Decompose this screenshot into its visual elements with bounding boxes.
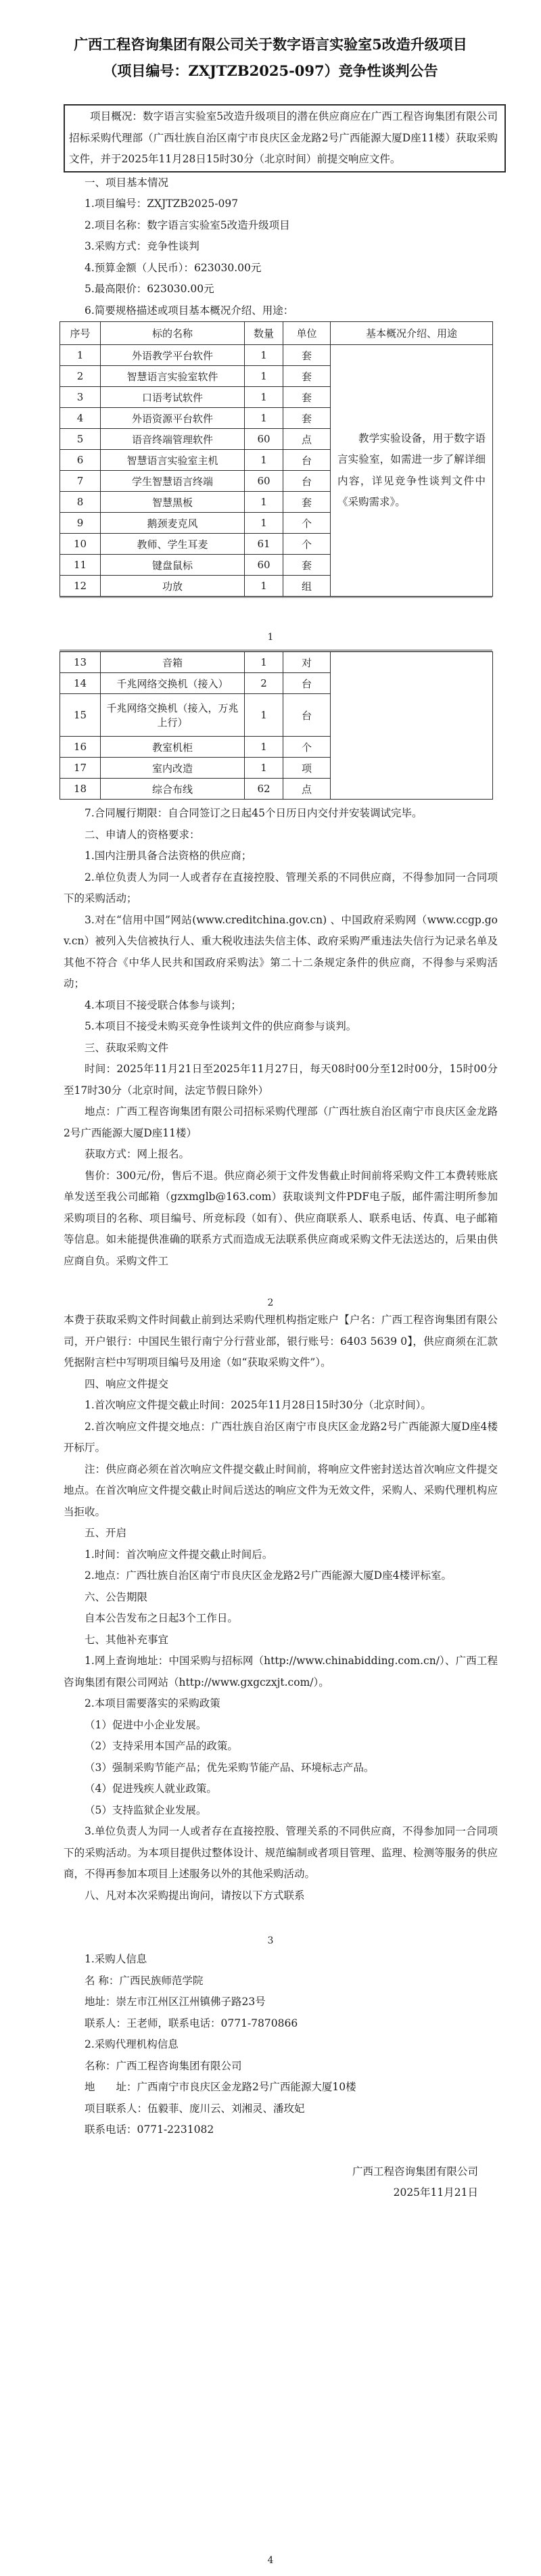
paragraph: 1.项目编号：ZXJTZB2025-097: [85, 198, 239, 210]
cell-qty: 2: [245, 673, 283, 694]
document-title-line2: （项目编号：ZXJTZB2025-097）竞争性谈判公告: [103, 62, 438, 79]
section-heading: 二、申请人的资格要求：: [85, 828, 200, 841]
cell-no: 10: [60, 534, 101, 555]
paragraph-continued: 本费于获取采购文件时间截止前到达采购代理机构指定账户【户名：广西工程咨询集团有限公司，开户银行：中国民生银行南宁分行营业部，银行账号：6403 5639 0】，供应商须在汇款凭据附言栏中写明项目编号及用途（如“获取采购文件”）。: [64, 1314, 498, 1368]
page-number: 2: [267, 1297, 274, 1308]
section-heading: 七、其他补充事宜: [85, 1633, 169, 1646]
cell-no: 18: [60, 779, 101, 800]
project-overview-box: [64, 104, 506, 172]
cell-qty: 62: [245, 779, 283, 800]
cell-unit: 个: [283, 737, 331, 758]
table-row: [60, 652, 493, 673]
paragraph: 联系电话：0771-2231082: [85, 2123, 214, 2136]
cell-qty: 1: [245, 694, 283, 737]
cell-name: 学生智慧语言终端: [101, 471, 245, 492]
table-header-no: 序号: [60, 322, 101, 345]
paragraph: （2）支持采用本国产品的政策。: [85, 1740, 238, 1752]
cell-no: 7: [60, 471, 101, 492]
paragraph: 名称：广西工程咨询集团有限公司: [85, 2059, 242, 2072]
cell-no: 1: [60, 345, 101, 366]
cell-no: 8: [60, 492, 101, 513]
announcement-document: [0, 31, 541, 2576]
cell-no: 17: [60, 758, 101, 779]
cell-no: 11: [60, 555, 101, 576]
table-header-name: 标的名称: [101, 322, 245, 345]
paragraph: 时间：2025年11月21日至2025年11月27日，每天08时00分至12时00分，15时00分至17时30分（北京时间，法定节假日除外）: [64, 1063, 498, 1097]
cell-no: 4: [60, 408, 101, 429]
paragraph: 5.最高限价：623030.00元: [85, 283, 214, 295]
table-header-qty: 数量: [245, 322, 283, 345]
page-number: 4: [267, 2554, 274, 2566]
cell-no: 16: [60, 737, 101, 758]
paragraph: 2.首次响应文件提交地点：广西壮族自治区南宁市良庆区金龙路2号广西能源大厦D座4楼开标厅。: [64, 1420, 498, 1454]
signature-block: [0, 2161, 478, 2204]
paragraph: 售价：300元/份，售后不退。供应商必须于文件发售截止时间前将采购文件工本费转账底单发送至我公司邮箱（gzxmglb@163.com）获取谈判文件PDF电子版，邮件需注明所参加采购项目的名称、项目编号、所竞标段（如有）、供应商联系人、联系电话、传真、电子邮箱等信息。如未能提供准确的联系方式而造成无法联系供应商或采购文件无法送达的，后果由供应商自负。采购文件工: [64, 1169, 498, 1267]
cell-name: 千兆网络交换机（接入，万兆上行）: [101, 694, 245, 737]
paragraph: （4）促进残疾人就业政策。: [85, 1782, 217, 1795]
cell-unit: 套: [283, 366, 331, 387]
paragraph: 1.网上查询地址：中国采购与招标网（http://www.chinabidding.com.cn/）、广西工程咨询集团有限公司网站（http://www.gxgczxjt.com/）。: [64, 1655, 498, 1688]
cell-no: 2: [60, 366, 101, 387]
cell-no: 13: [60, 652, 101, 673]
document-title: [32, 31, 509, 84]
cell-name: 外语教学平台软件: [101, 345, 245, 366]
cell-name: 综合布线: [101, 779, 245, 800]
cell-qty: 1: [245, 652, 283, 673]
paragraph: 4.预算金额（人民币）：623030.00元: [85, 261, 262, 274]
project-overview-text: 项目概况：数字语言实验室5改造升级项目的潜在供应商应在广西工程咨询集团有限公司招标采购代理部（广西壮族自治区南宁市良庆区金龙路2号广西能源大厦D座11楼）获取采购文件，并于2025年11月28日15时30分（北京时间）前提交响应文件。: [69, 110, 498, 165]
table-header-note: 基本概况介绍、用途: [331, 322, 493, 345]
cell-qty: 60: [245, 555, 283, 576]
cell-unit: 台: [283, 694, 331, 737]
cell-qty: 1: [245, 450, 283, 471]
signature-company: 广西工程咨询集团有限公司: [352, 2165, 478, 2178]
section-heading: 五、开启: [85, 1527, 127, 1539]
paragraph: 获取方式：网上报名。: [85, 1148, 190, 1160]
cell-name: 音箱: [101, 652, 245, 673]
cell-name: 语音终端管理软件: [101, 429, 245, 450]
paragraph: 地址：崇左市江州区江州镇佛子路23号: [85, 1996, 266, 2008]
paragraph: 5.本项目不接受未购买竞争性谈判文件的供应商参与谈判。: [85, 1020, 357, 1032]
cell-qty: 1: [245, 366, 283, 387]
cell-no: 3: [60, 387, 101, 408]
cell-unit: 台: [283, 471, 331, 492]
cell-qty: 1: [245, 408, 283, 429]
cell-qty: 1: [245, 387, 283, 408]
paragraph: 2.单位负责人为同一人或者存在直接控股、管理关系的不同供应商，不得参加同一合同项下的采购活动；: [64, 871, 498, 904]
paragraph: 名 称：广西民族师范学院: [85, 1974, 204, 1987]
table-header-unit: 单位: [283, 322, 331, 345]
cell-qty: 1: [245, 737, 283, 758]
paragraph: 2.地点：广西壮族自治区南宁市良庆区金龙路2号广西能源大厦D座4楼评标室。: [85, 1569, 452, 1582]
paragraph: 2.本项目需要落实的采购政策: [85, 1697, 220, 1709]
section-heading: 八、凡对本次采购提出询问，请按以下方式联系: [85, 1889, 305, 1902]
cell-name: 教室机柜: [101, 737, 245, 758]
paragraph: 1.首次响应文件提交截止时间：2025年11月28日15时30分（北京时间）。: [85, 1399, 431, 1411]
cell-unit: 点: [283, 779, 331, 800]
cell-unit: 台: [283, 673, 331, 694]
paragraph: 自本公告发布之日起3个工作日。: [85, 1612, 238, 1624]
table-header-row: [60, 322, 493, 345]
paragraph: 3.采购方式：竞争性谈判: [85, 240, 199, 252]
cell-unit: 套: [283, 492, 331, 513]
cell-no: 5: [60, 429, 101, 450]
cell-name: 室内改造: [101, 758, 245, 779]
cell-qty: 1: [245, 345, 283, 366]
cell-qty: 1: [245, 758, 283, 779]
cell-unit: 组: [283, 576, 331, 597]
table-row: [60, 345, 493, 366]
cell-unit: 个: [283, 534, 331, 555]
paragraph: （1）促进中小企业发展。: [85, 1718, 207, 1731]
document-title-line1: 广西工程咨询集团有限公司关于数字语言实验室5改造升级项目: [74, 36, 467, 53]
paragraph: 3.对在“信用中国”网站(www.creditchina.gov.cn) 、中国政府采购网（www.ccgp.gov.cn）被列入失信被执行人、重大税收违法失信主体、政府采购严重违法失信行为记录名单及其他不符合《中华人民共和国政府采购法》第二十二条规定条件的供应商，不得参与采购活动；: [64, 913, 498, 990]
cell-qty: 60: [245, 429, 283, 450]
paragraph: 7.合同履行期限：自合同签订之日起45个日历日内交付并安装调试完毕。: [85, 807, 423, 819]
cell-name: 键盘鼠标: [101, 555, 245, 576]
cell-name: 教师、学生耳麦: [101, 534, 245, 555]
page-number: 1: [267, 632, 274, 643]
cell-unit: 台: [283, 450, 331, 471]
cell-no: 15: [60, 694, 101, 737]
table-note-empty: [331, 652, 493, 800]
cell-qty: 1: [245, 492, 283, 513]
signature-date: 2025年11月21日: [393, 2186, 478, 2199]
cell-unit: 项: [283, 758, 331, 779]
items-table-part1: [60, 321, 492, 598]
cell-no: 9: [60, 513, 101, 534]
cell-unit: 套: [283, 387, 331, 408]
cell-unit: 对: [283, 652, 331, 673]
cell-qty: 1: [245, 576, 283, 597]
section-heading: 六、公告期限: [85, 1590, 148, 1603]
cell-qty: 61: [245, 534, 283, 555]
table-note: 教学实验设备，用于数字语言实验室，如需进一步了解详细内容，详见竞争性谈判文件中《采购需求》。: [331, 345, 493, 597]
paragraph: （3）强制采购节能产品；优先采购节能产品、环境标志产品。: [85, 1761, 375, 1774]
cell-unit: 个: [283, 513, 331, 534]
cell-unit: 套: [283, 345, 331, 366]
cell-name: 智慧黑板: [101, 492, 245, 513]
paragraph: 1.国内注册具备合法资格的供应商；: [85, 850, 252, 862]
section-heading: 三、获取采购文件: [85, 1041, 169, 1054]
cell-unit: 套: [283, 555, 331, 576]
cell-unit: 套: [283, 408, 331, 429]
cell-no: 14: [60, 673, 101, 694]
items-table-part2: [60, 649, 492, 800]
cell-qty: 60: [245, 471, 283, 492]
paragraph: （5）支持监狱企业发展。: [85, 1803, 207, 1816]
paragraph: 1.采购人信息: [85, 1953, 147, 1965]
cell-name: 智慧语言实验室软件: [101, 366, 245, 387]
paragraph: 注：供应商必须在首次响应文件提交截止时间前，将响应文件密封送达首次响应文件提交地点。在首次响应文件提交截止时间后送达的响应文件为无效文件，采购人、采购代理机构应当拒收。: [64, 1463, 498, 1518]
paragraph: 2.项目名称：数字语言实验室5改造升级项目: [85, 218, 290, 231]
cell-no: 6: [60, 450, 101, 471]
cell-name: 千兆网络交换机（接入）: [101, 673, 245, 694]
paragraph: 6.简要规格描述或项目基本概况介绍、用途：: [85, 304, 294, 317]
paragraph: 地点：广西工程咨询集团有限公司招标采购代理部（广西壮族自治区南宁市良庆区金龙路2号广西能源大厦D座11楼）: [64, 1105, 498, 1139]
cell-name: 外语资源平台软件: [101, 408, 245, 429]
cell-name: 智慧语言实验室主机: [101, 450, 245, 471]
paragraph: 项目联系人：伍毅菲、庞川云、刘湘灵、潘玫妃: [85, 2102, 305, 2115]
paragraph: 地 址：广西南宁市良庆区金龙路2号广西能源大厦10楼: [85, 2081, 356, 2093]
page-number: 3: [267, 1935, 274, 1946]
paragraph: 联系人：王老师，联系电话：0771-7870866: [85, 2017, 298, 2029]
paragraph: 1.时间：首次响应文件提交截止时间后。: [85, 1548, 273, 1561]
paragraph: 3.单位负责人为同一人或者存在直接控股、管理关系的不同供应商，不得参加同一合同项下的采购活动。为本项目提供过整体设计、规范编制或者项目管理、监理、检测等服务的供应商，不得再参加本项目上述服务以外的其他采购活动。: [64, 1825, 498, 1880]
cell-qty: 1: [245, 513, 283, 534]
paragraph: 2.采购代理机构信息: [85, 2038, 179, 2050]
section-heading: 四、响应文件提交: [85, 1377, 169, 1390]
cell-name: 口语考试软件: [101, 387, 245, 408]
cell-unit: 点: [283, 429, 331, 450]
cell-no: 12: [60, 576, 101, 597]
cell-name: 功放: [101, 576, 245, 597]
cell-name: 鹅颈麦克风: [101, 513, 245, 534]
section-heading: 一、项目基本情况: [85, 176, 169, 189]
paragraph: 4.本项目不接受联合体参与谈判；: [85, 998, 241, 1011]
